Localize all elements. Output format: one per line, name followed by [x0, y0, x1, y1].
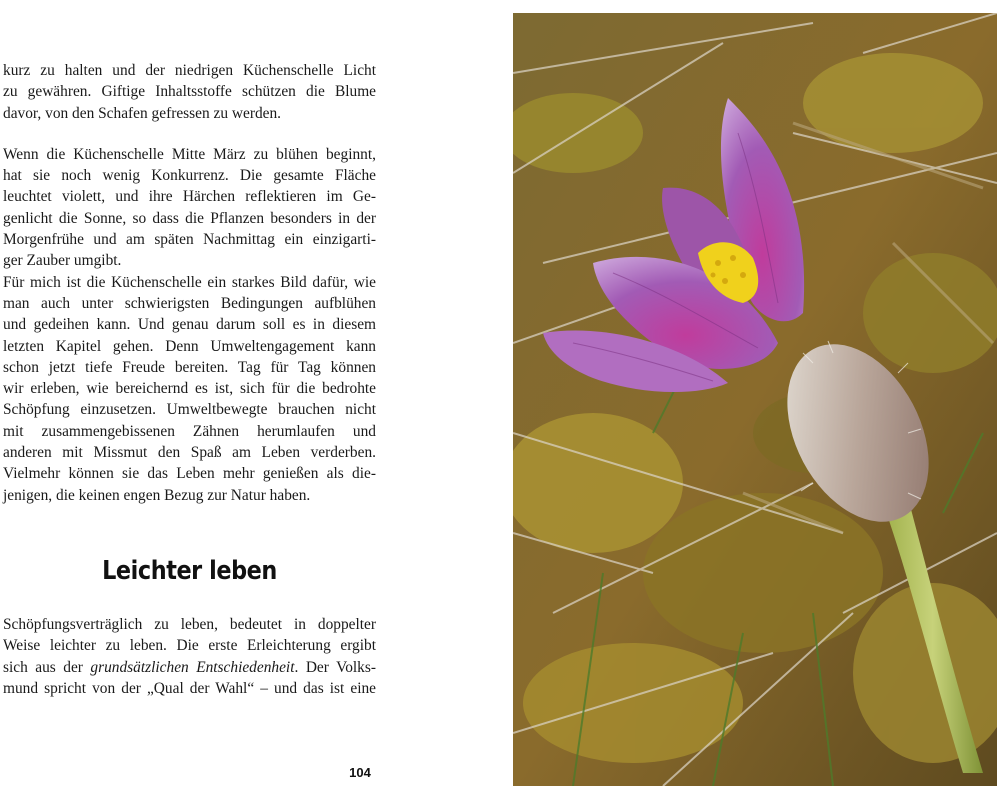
- text-line: mit zusammengebissenen Zähnen herumlaufen und: [3, 422, 376, 440]
- text-line: Vielmehr können sie das Leben mehr genießen als die-: [3, 465, 376, 483]
- text-line: jenigen, die keinen engen Bezug zur Natur haben.: [3, 486, 311, 504]
- text-line: ger Zauber umgibt.: [3, 252, 122, 270]
- text-line: davor, von den Schafen gefressen zu werden.: [3, 104, 282, 122]
- flower-photo: [513, 13, 997, 786]
- text-column: [3, 60, 376, 506]
- text-line: Schöpfungsverträglich zu leben, bedeutet in doppelter: [3, 616, 376, 633]
- text-line: man auch unter schwierigsten Bedingungen aufblühen: [3, 294, 376, 312]
- text-line: kurz zu halten und der niedrigen Küchenschelle Licht: [3, 62, 376, 79]
- text-line: Schöpfung einzusetzen. Umweltbewegte brauchen nicht: [3, 401, 376, 419]
- text-line: anderen mit Missmut den Spaß am Leben verderben.: [3, 444, 376, 462]
- text-line: Morgenfrühe und am späten Nachmittag ein einzigarti-: [3, 231, 376, 249]
- paragraph-1: [3, 60, 376, 124]
- text-line: letzten Kapitel gehen. Denn Umweltengagement kann: [3, 337, 376, 355]
- section-heading: Leichter leben: [102, 556, 277, 586]
- paragraph-2: [3, 144, 376, 272]
- text-line: Wenn die Küchenschelle Mitte März zu blühen beginnt,: [3, 145, 376, 163]
- text-line: genlicht die Sonne, so dass die Pflanzen besonders in der: [3, 209, 376, 227]
- paragraph-4: [3, 614, 376, 699]
- emphasis-text: grundsätzlichen Entschiedenheit: [90, 658, 295, 676]
- text-line: Für mich ist die Küchenschelle ein starkes Bild dafür, wie: [3, 273, 376, 291]
- text-line: mund spricht von der „Qual der Wahl“ – und das ist eine: [3, 679, 376, 697]
- text-line: leuchtet violett, und ihre Härchen reflektieren im Ge-: [3, 188, 376, 206]
- text-line: schon jetzt tiefe Freude bereiten. Tag für Tag können: [3, 358, 376, 376]
- pasque-flower-illustration: [513, 13, 997, 786]
- page-number: 104: [349, 765, 371, 780]
- paragraph-3: [3, 272, 376, 506]
- text-line: hat sie noch wenig Konkurrenz. Die gesamte Fläche: [3, 167, 376, 185]
- text-line: sich aus der grundsätzlichen Entschiedenheit. Der Volks-: [3, 658, 376, 676]
- text-line: zu gewähren. Giftige Inhaltsstoffe schützen die Blume: [3, 83, 376, 101]
- text-line: Weise leichter zu leben. Die erste Erleichterung ergibt: [3, 637, 376, 655]
- text-line: wir erleben, wie bereichernd es ist, sich für die bedrohte: [3, 380, 376, 398]
- text-line: und gedeihen kann. Und genau darum soll es in diesem: [3, 316, 376, 334]
- paragraph-4-container: [3, 614, 376, 699]
